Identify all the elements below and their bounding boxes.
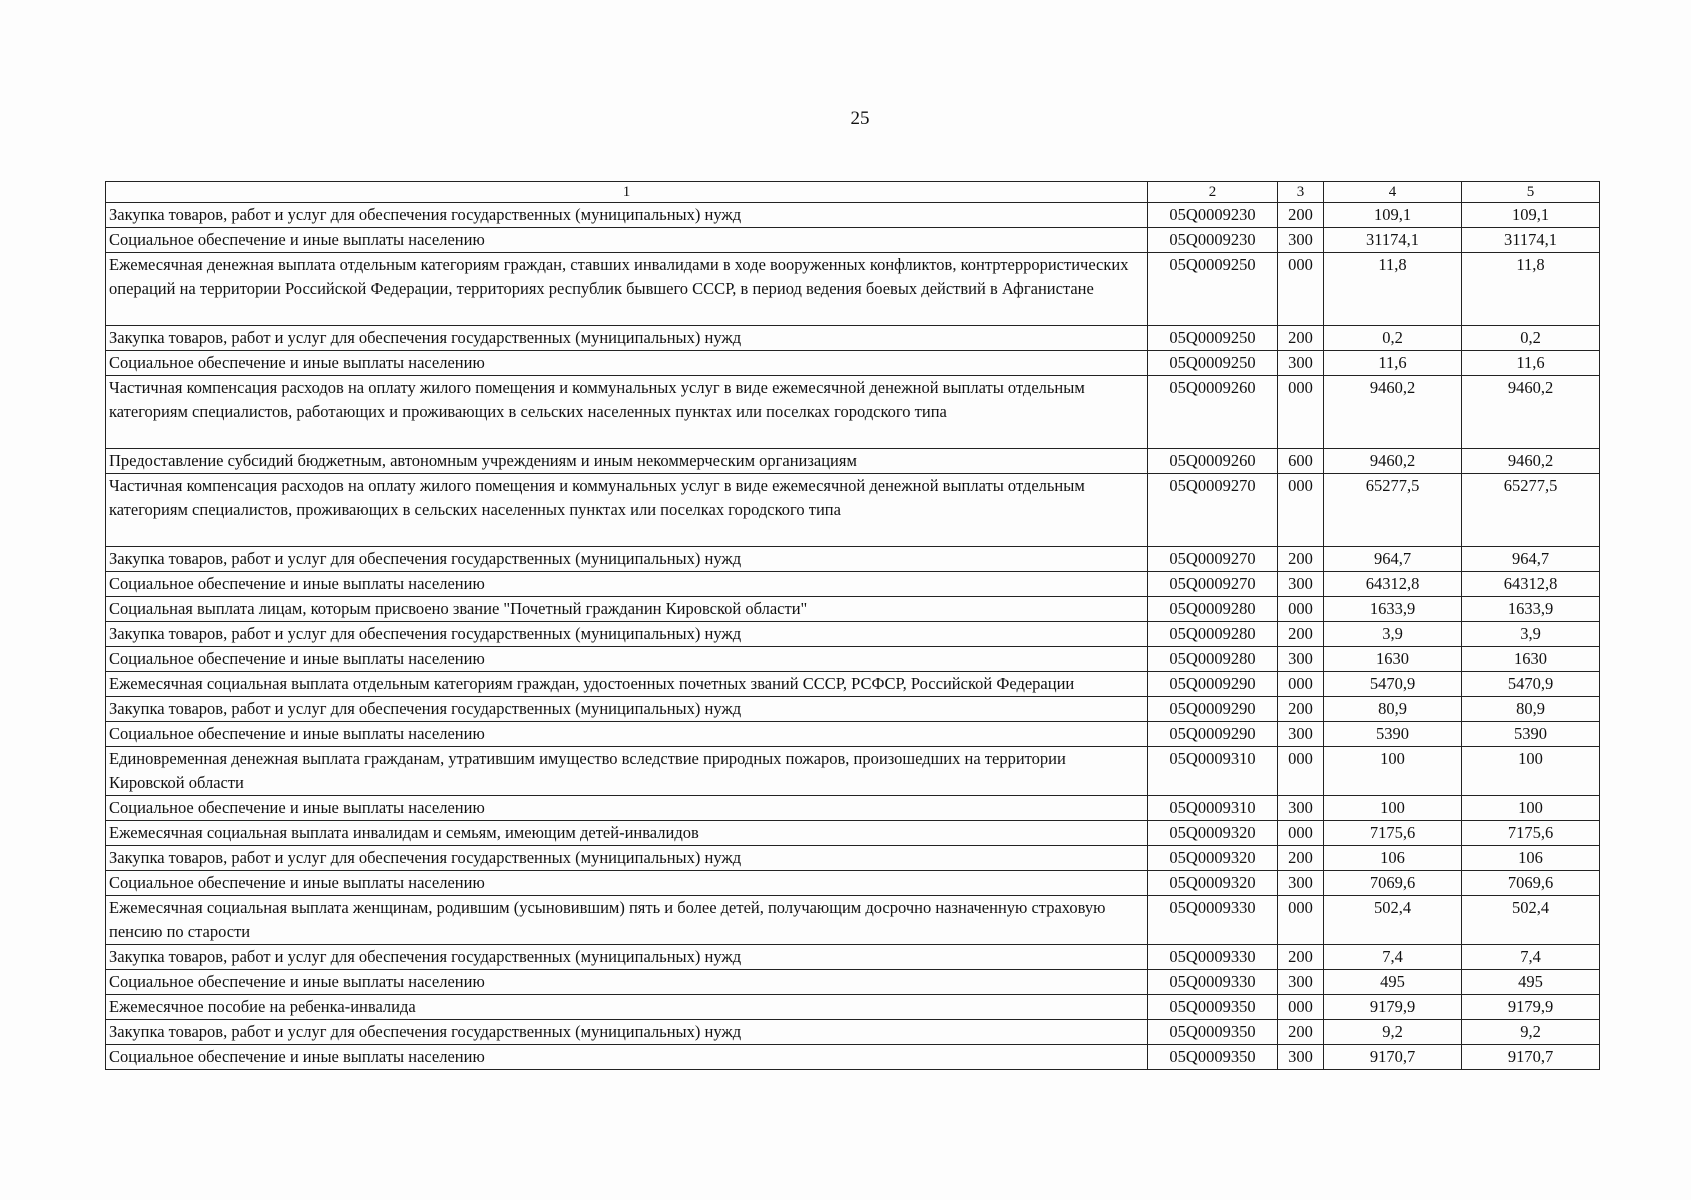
row-value-5: 9460,2 bbox=[1462, 376, 1600, 449]
row-code: 05Q0009230 bbox=[1148, 203, 1278, 228]
row-name: Ежемесячная социальная выплата отдельным категориям граждан, удостоенных почетных званий СССР, РСФСР, Российской Федерации bbox=[106, 672, 1148, 697]
table-row bbox=[106, 970, 1600, 995]
row-value-5: 65277,5 bbox=[1462, 474, 1600, 547]
row-name: Закупка товаров, работ и услуг для обеспечения государственных (муниципальных) нужд bbox=[106, 1020, 1148, 1045]
row-value-4: 106 bbox=[1324, 846, 1462, 871]
table-row bbox=[106, 351, 1600, 376]
row-value-4: 100 bbox=[1324, 796, 1462, 821]
page-number: 25 bbox=[850, 108, 870, 129]
row-name: Закупка товаров, работ и услуг для обеспечения государственных (муниципальных) нужд bbox=[106, 697, 1148, 722]
row-value-4: 495 bbox=[1324, 970, 1462, 995]
row-code: 05Q0009310 bbox=[1148, 796, 1278, 821]
table-row bbox=[106, 722, 1600, 747]
row-code: 05Q0009290 bbox=[1148, 697, 1278, 722]
row-value-5: 106 bbox=[1462, 846, 1600, 871]
row-value-4: 7069,6 bbox=[1324, 871, 1462, 896]
row-type: 300 bbox=[1278, 572, 1324, 597]
row-type: 200 bbox=[1278, 1020, 1324, 1045]
row-value-4: 1630 bbox=[1324, 647, 1462, 672]
row-name: Ежемесячная денежная выплата отдельным категориям граждан, ставших инвалидами в ходе вооруженных конфликтов, контртеррористических операций на территории Российской Федерации, территориях республик бывшего СССР, в период ведения боевых действий в Афганистане bbox=[106, 253, 1148, 326]
row-code: 05Q0009230 bbox=[1148, 228, 1278, 253]
row-value-5: 9460,2 bbox=[1462, 449, 1600, 474]
row-name: Социальное обеспечение и иные выплаты населению bbox=[106, 796, 1148, 821]
row-value-4: 502,4 bbox=[1324, 896, 1462, 945]
row-value-5: 109,1 bbox=[1462, 203, 1600, 228]
row-value-5: 9,2 bbox=[1462, 1020, 1600, 1045]
row-name: Закупка товаров, работ и услуг для обеспечения государственных (муниципальных) нужд bbox=[106, 846, 1148, 871]
row-value-4: 9,2 bbox=[1324, 1020, 1462, 1045]
row-value-4: 31174,1 bbox=[1324, 228, 1462, 253]
header-col-1: 1 bbox=[106, 182, 1148, 203]
row-type: 000 bbox=[1278, 995, 1324, 1020]
row-code: 05Q0009270 bbox=[1148, 474, 1278, 547]
table-body bbox=[106, 203, 1600, 1070]
table-row bbox=[106, 995, 1600, 1020]
row-value-4: 0,2 bbox=[1324, 326, 1462, 351]
row-name: Ежемесячное пособие на ребенка-инвалида bbox=[106, 995, 1148, 1020]
row-value-5: 64312,8 bbox=[1462, 572, 1600, 597]
row-code: 05Q0009330 bbox=[1148, 970, 1278, 995]
row-value-4: 1633,9 bbox=[1324, 597, 1462, 622]
row-value-4: 3,9 bbox=[1324, 622, 1462, 647]
row-name: Социальное обеспечение и иные выплаты населению bbox=[106, 228, 1148, 253]
table-row bbox=[106, 796, 1600, 821]
row-value-4: 9460,2 bbox=[1324, 376, 1462, 449]
row-value-5: 9179,9 bbox=[1462, 995, 1600, 1020]
row-value-5: 7069,6 bbox=[1462, 871, 1600, 896]
row-name: Закупка товаров, работ и услуг для обеспечения государственных (муниципальных) нужд bbox=[106, 203, 1148, 228]
table-row bbox=[106, 672, 1600, 697]
table-row bbox=[106, 203, 1600, 228]
table-row bbox=[106, 474, 1600, 547]
row-type: 200 bbox=[1278, 697, 1324, 722]
row-name: Социальное обеспечение и иные выплаты населению bbox=[106, 1045, 1148, 1070]
row-type: 200 bbox=[1278, 945, 1324, 970]
row-name: Социальная выплата лицам, которым присвоено звание "Почетный гражданин Кировской области" bbox=[106, 597, 1148, 622]
row-type: 000 bbox=[1278, 597, 1324, 622]
row-value-5: 964,7 bbox=[1462, 547, 1600, 572]
row-code: 05Q0009260 bbox=[1148, 449, 1278, 474]
row-value-4: 7,4 bbox=[1324, 945, 1462, 970]
table-row bbox=[106, 697, 1600, 722]
row-name: Социальное обеспечение и иные выплаты населению bbox=[106, 647, 1148, 672]
table-row bbox=[106, 647, 1600, 672]
row-value-4: 9460,2 bbox=[1324, 449, 1462, 474]
row-code: 05Q0009250 bbox=[1148, 253, 1278, 326]
row-code: 05Q0009330 bbox=[1148, 945, 1278, 970]
row-type: 300 bbox=[1278, 647, 1324, 672]
row-value-4: 964,7 bbox=[1324, 547, 1462, 572]
table-row bbox=[106, 1045, 1600, 1070]
row-name: Частичная компенсация расходов на оплату жилого помещения и коммунальных услуг в виде ежемесячной денежной выплаты отдельным категориям специалистов, проживающих в сельских населенных пунктах или поселках городского типа bbox=[106, 474, 1148, 547]
table-row bbox=[106, 747, 1600, 796]
table-row bbox=[106, 1020, 1600, 1045]
row-code: 05Q0009290 bbox=[1148, 722, 1278, 747]
row-type: 000 bbox=[1278, 672, 1324, 697]
row-type: 300 bbox=[1278, 796, 1324, 821]
row-value-5: 11,6 bbox=[1462, 351, 1600, 376]
row-value-5: 502,4 bbox=[1462, 896, 1600, 945]
row-value-5: 1630 bbox=[1462, 647, 1600, 672]
row-value-4: 64312,8 bbox=[1324, 572, 1462, 597]
row-type: 200 bbox=[1278, 547, 1324, 572]
row-type: 300 bbox=[1278, 228, 1324, 253]
table-row bbox=[106, 597, 1600, 622]
row-code: 05Q0009310 bbox=[1148, 747, 1278, 796]
row-code: 05Q0009260 bbox=[1148, 376, 1278, 449]
row-type: 300 bbox=[1278, 970, 1324, 995]
table-row bbox=[106, 622, 1600, 647]
table-row bbox=[106, 376, 1600, 449]
row-type: 000 bbox=[1278, 474, 1324, 547]
row-type: 000 bbox=[1278, 253, 1324, 326]
row-type: 300 bbox=[1278, 1045, 1324, 1070]
row-name: Частичная компенсация расходов на оплату жилого помещения и коммунальных услуг в виде ежемесячной денежной выплаты отдельным категориям специалистов, работающих и проживающих в сельских населенных пунктах или поселках городского типа bbox=[106, 376, 1148, 449]
row-value-5: 100 bbox=[1462, 796, 1600, 821]
row-value-4: 11,8 bbox=[1324, 253, 1462, 326]
row-name: Социальное обеспечение и иные выплаты населению bbox=[106, 572, 1148, 597]
table-row bbox=[106, 449, 1600, 474]
table-row bbox=[106, 821, 1600, 846]
row-name: Ежемесячная социальная выплата женщинам, родившим (усыновившим) пять и более детей, получающим досрочно назначенную страховую пенсию по старости bbox=[106, 896, 1148, 945]
header-col-5: 5 bbox=[1462, 182, 1600, 203]
row-value-4: 80,9 bbox=[1324, 697, 1462, 722]
row-type: 200 bbox=[1278, 203, 1324, 228]
row-type: 000 bbox=[1278, 376, 1324, 449]
table-row bbox=[106, 326, 1600, 351]
row-code: 05Q0009280 bbox=[1148, 622, 1278, 647]
header-col-3: 3 bbox=[1278, 182, 1324, 203]
row-code: 05Q0009250 bbox=[1148, 351, 1278, 376]
table-header bbox=[106, 182, 1600, 203]
row-code: 05Q0009320 bbox=[1148, 871, 1278, 896]
table-row bbox=[106, 572, 1600, 597]
row-code: 05Q0009250 bbox=[1148, 326, 1278, 351]
table-row bbox=[106, 846, 1600, 871]
row-type: 600 bbox=[1278, 449, 1324, 474]
row-name: Социальное обеспечение и иные выплаты населению bbox=[106, 722, 1148, 747]
row-type: 200 bbox=[1278, 326, 1324, 351]
row-code: 05Q0009330 bbox=[1148, 896, 1278, 945]
row-code: 05Q0009270 bbox=[1148, 572, 1278, 597]
table-row bbox=[106, 896, 1600, 945]
row-value-5: 7175,6 bbox=[1462, 821, 1600, 846]
header-col-4: 4 bbox=[1324, 182, 1462, 203]
row-value-5: 31174,1 bbox=[1462, 228, 1600, 253]
row-name: Социальное обеспечение и иные выплаты населению bbox=[106, 351, 1148, 376]
row-code: 05Q0009280 bbox=[1148, 647, 1278, 672]
row-name: Единовременная денежная выплата гражданам, утратившим имущество вследствие природных пожаров, произошедших на территории Кировской области bbox=[106, 747, 1148, 796]
row-value-4: 7175,6 bbox=[1324, 821, 1462, 846]
table-row bbox=[106, 547, 1600, 572]
row-type: 300 bbox=[1278, 871, 1324, 896]
budget-table bbox=[105, 181, 1600, 1070]
row-value-4: 65277,5 bbox=[1324, 474, 1462, 547]
row-value-5: 11,8 bbox=[1462, 253, 1600, 326]
row-code: 05Q0009350 bbox=[1148, 1020, 1278, 1045]
row-name: Предоставление субсидий бюджетным, автономным учреждениям и иным некоммерческим организациям bbox=[106, 449, 1148, 474]
row-value-4: 11,6 bbox=[1324, 351, 1462, 376]
row-value-4: 100 bbox=[1324, 747, 1462, 796]
row-value-5: 1633,9 bbox=[1462, 597, 1600, 622]
row-value-4: 9179,9 bbox=[1324, 995, 1462, 1020]
row-code: 05Q0009290 bbox=[1148, 672, 1278, 697]
row-code: 05Q0009280 bbox=[1148, 597, 1278, 622]
table-row bbox=[106, 945, 1600, 970]
row-value-4: 9170,7 bbox=[1324, 1045, 1462, 1070]
row-name: Социальное обеспечение и иные выплаты населению bbox=[106, 871, 1148, 896]
row-code: 05Q0009350 bbox=[1148, 1045, 1278, 1070]
row-name: Закупка товаров, работ и услуг для обеспечения государственных (муниципальных) нужд bbox=[106, 547, 1148, 572]
row-code: 05Q0009320 bbox=[1148, 846, 1278, 871]
table-row bbox=[106, 871, 1600, 896]
row-value-5: 7,4 bbox=[1462, 945, 1600, 970]
row-code: 05Q0009350 bbox=[1148, 995, 1278, 1020]
row-code: 05Q0009320 bbox=[1148, 821, 1278, 846]
row-value-5: 100 bbox=[1462, 747, 1600, 796]
row-code: 05Q0009270 bbox=[1148, 547, 1278, 572]
header-col-2: 2 bbox=[1148, 182, 1278, 203]
row-value-5: 495 bbox=[1462, 970, 1600, 995]
row-type: 200 bbox=[1278, 846, 1324, 871]
row-value-4: 109,1 bbox=[1324, 203, 1462, 228]
row-type: 300 bbox=[1278, 722, 1324, 747]
row-type: 000 bbox=[1278, 747, 1324, 796]
table-row bbox=[106, 228, 1600, 253]
table-row bbox=[106, 253, 1600, 326]
row-value-4: 5390 bbox=[1324, 722, 1462, 747]
row-name: Ежемесячная социальная выплата инвалидам и семьям, имеющим детей-инвалидов bbox=[106, 821, 1148, 846]
row-value-5: 3,9 bbox=[1462, 622, 1600, 647]
row-type: 000 bbox=[1278, 896, 1324, 945]
row-name: Закупка товаров, работ и услуг для обеспечения государственных (муниципальных) нужд bbox=[106, 622, 1148, 647]
row-value-5: 5390 bbox=[1462, 722, 1600, 747]
row-value-5: 80,9 bbox=[1462, 697, 1600, 722]
row-value-5: 5470,9 bbox=[1462, 672, 1600, 697]
row-value-5: 0,2 bbox=[1462, 326, 1600, 351]
row-type: 300 bbox=[1278, 351, 1324, 376]
row-name: Социальное обеспечение и иные выплаты населению bbox=[106, 970, 1148, 995]
row-type: 200 bbox=[1278, 622, 1324, 647]
row-type: 000 bbox=[1278, 821, 1324, 846]
row-name: Закупка товаров, работ и услуг для обеспечения государственных (муниципальных) нужд bbox=[106, 326, 1148, 351]
row-value-5: 9170,7 bbox=[1462, 1045, 1600, 1070]
row-value-4: 5470,9 bbox=[1324, 672, 1462, 697]
header-row bbox=[106, 182, 1600, 203]
row-name: Закупка товаров, работ и услуг для обеспечения государственных (муниципальных) нужд bbox=[106, 945, 1148, 970]
